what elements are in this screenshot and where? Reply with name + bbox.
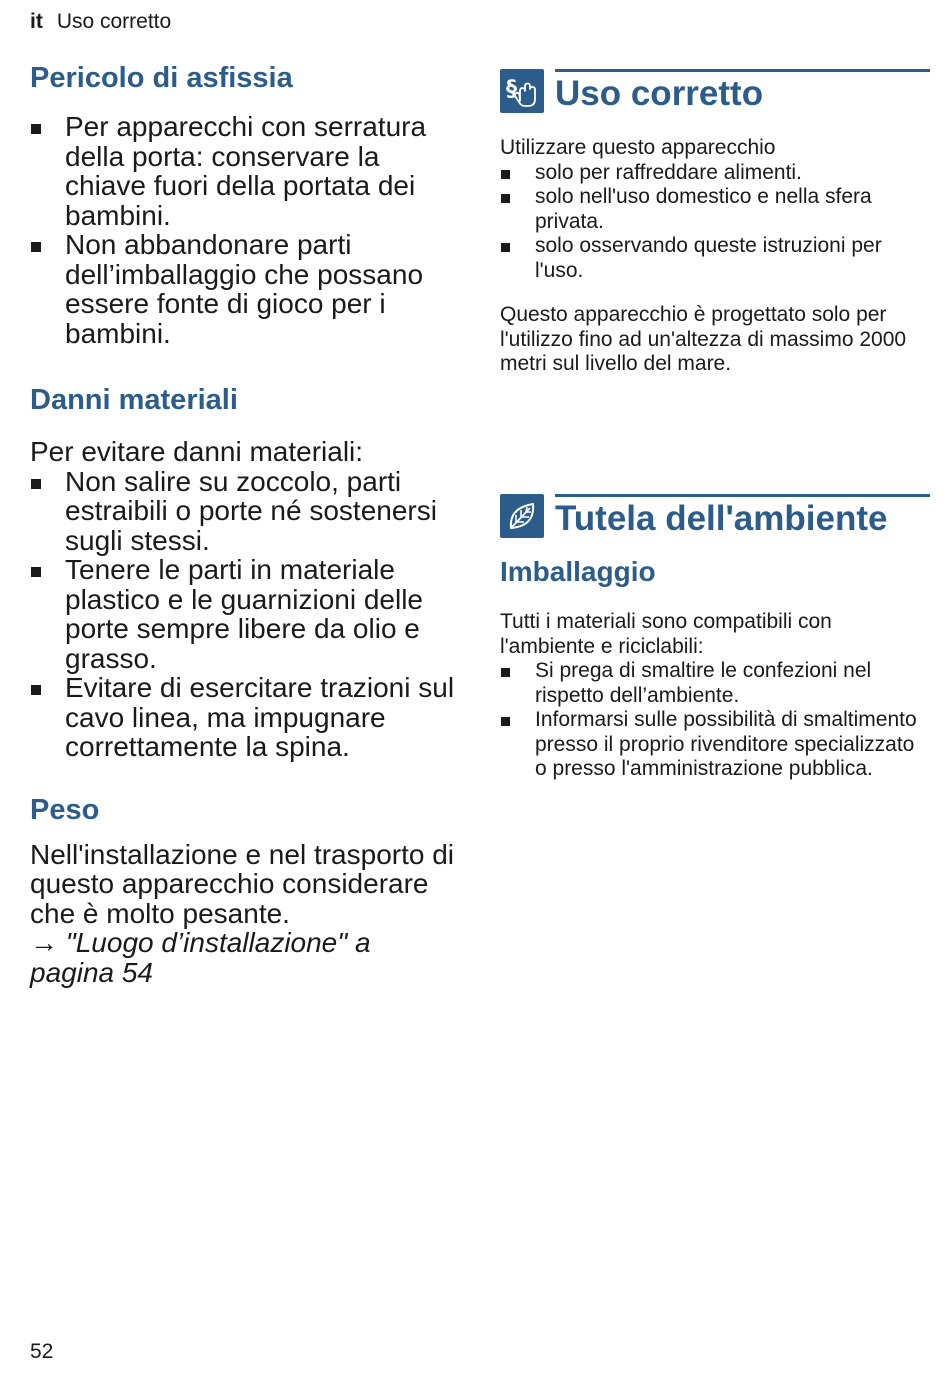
uso-note: Questo apparecchio è progettato solo per l'utilizzo fino ad un'altezza di massimo 2000 metri sul livello del mare. [500,303,907,375]
section-header-ambiente [500,494,930,542]
uso-list [500,161,930,284]
section-rule [555,494,930,497]
danni-list [30,467,458,762]
list-item: solo nell'uso domestico e nella sfera privata. [500,185,930,234]
ambiente-intro: Tutti i materiali sono compatibili con l'ambiente e riciclabili: [500,610,832,658]
heading-peso: Peso [30,793,100,826]
asfissia-list [30,112,458,348]
leaf-icon [500,494,544,538]
section-hand-icon [500,69,544,113]
section-header-uso [500,69,930,117]
uso-body [500,136,930,377]
page-reference-link[interactable] [30,928,458,987]
arrow-right-icon: → [30,927,58,958]
section-rule [555,69,930,72]
uso-intro: Utilizzare questo apparecchio [500,136,776,159]
list-item: Si prega di smaltire le confezioni nel rispetto dell’ambiente. [500,659,930,708]
list-item: Evitare di esercitare trazioni sul cavo linea, ma impugnare correttamente la spina. [30,673,458,762]
heading-asfissia: Pericolo di asfissia [30,62,293,94]
left-column [30,60,458,987]
ambiente-list [500,659,930,782]
danni-intro: Per evitare danni materiali: [30,436,364,467]
ambiente-body [500,610,930,782]
list-item: Tenere le parti in materiale plastico e le guarnizioni delle porte sempre libere da olio e grasso. [30,555,458,673]
running-header [30,9,171,35]
section-title-ambiente: Tutela dell'ambiente [555,499,888,538]
list-item: Non salire su zoccolo, parti estraibili o porte né sostenersi sugli stessi. [30,467,458,556]
reference-text: "Luogo d’installazione" a pagina 54 [30,927,371,988]
list-item: solo osservando queste istruzioni per l'uso. [500,234,930,283]
list-item: solo per raffreddare alimenti. [500,161,930,186]
heading-danni: Danni materiali [30,384,238,416]
section-title-uso: Uso corretto [555,74,764,113]
subheading-imballaggio: Imballaggio [500,556,656,587]
list-item: Informarsi sulle possibilità di smaltimento presso il proprio rivenditore specializzato o presso l'amministrazione pubblica. [500,708,930,782]
peso-text: Nell'installazione e nel trasporto di questo apparecchio considerare che è molto pesante. [30,838,455,929]
svg-text:§: § [506,77,517,102]
header-section-name: Uso corretto [56,10,172,33]
language-code: it [30,10,43,33]
page-number: 52 [30,1340,54,1363]
list-item: Per apparecchi con serratura della porta: conservare la chiave fuori della portata dei bambini. [30,112,458,230]
list-item: Non abbandonare parti dell’imballaggio che possano essere fonte di gioco per i bambini. [30,230,458,348]
